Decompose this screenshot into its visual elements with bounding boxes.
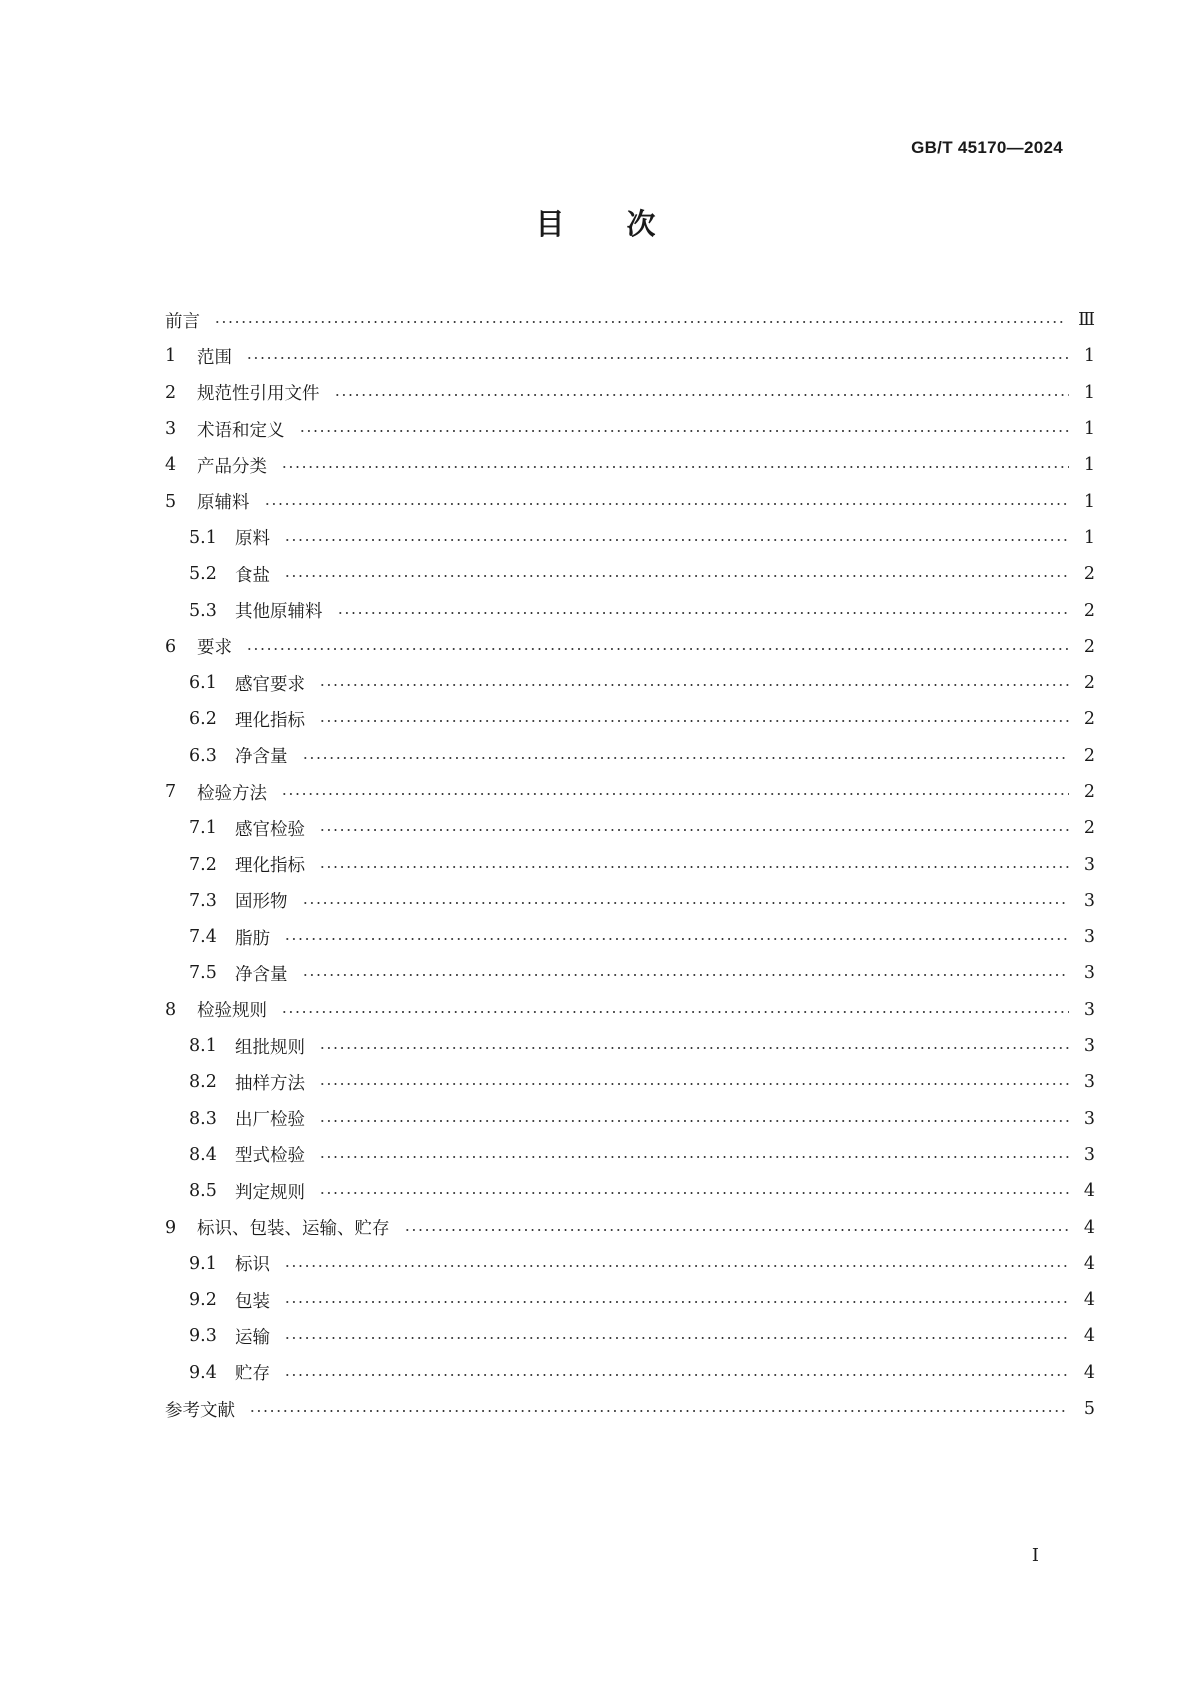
toc-entry[interactable] <box>165 1101 1095 1137</box>
dot-leader <box>319 1192 1069 1194</box>
toc-entry-page: 1 <box>1083 346 1095 367</box>
toc-entry[interactable] <box>165 338 1095 374</box>
toc-entry-label: 标识 <box>235 1255 270 1276</box>
toc-entry-label: 贮存 <box>235 1364 270 1385</box>
toc-entry-label: 检验规则 <box>197 1001 267 1022</box>
toc-entry-number: 7.3 <box>189 890 217 911</box>
toc-entry-label: 感官要求 <box>235 674 305 695</box>
toc-entry[interactable] <box>165 520 1095 556</box>
toc-entry-label: 标识、包装、运输、贮存 <box>197 1219 390 1240</box>
toc-entry[interactable] <box>165 1064 1095 1100</box>
toc-entry-label: 固形物 <box>235 892 288 913</box>
page-title: 目次 <box>535 207 718 241</box>
toc-entry-number: 6.3 <box>189 745 217 766</box>
toc-entry-number: 7.2 <box>189 854 217 875</box>
dot-leader <box>281 466 1069 468</box>
toc-entry-number: 9.3 <box>189 1326 217 1347</box>
toc-entry[interactable] <box>165 483 1095 519</box>
toc-entry[interactable] <box>165 592 1095 628</box>
toc-entry-label: 检验方法 <box>197 783 267 804</box>
toc-entry[interactable] <box>165 302 1095 338</box>
toc-entry-number: 7 <box>165 782 177 802</box>
toc-entry-label: 前言 <box>165 311 200 332</box>
toc-entry[interactable] <box>165 774 1095 810</box>
toc-entry-number: 5.1 <box>189 527 217 548</box>
dot-leader <box>404 1229 1070 1231</box>
toc-entry-number: 6.1 <box>189 673 217 694</box>
toc-entry-label: 包装 <box>235 1291 270 1312</box>
dot-leader <box>284 938 1069 940</box>
toc-entry-page: 4 <box>1083 1326 1095 1347</box>
toc-entry-number: 9 <box>165 1217 177 1238</box>
toc-entry[interactable] <box>165 1318 1095 1354</box>
toc-entry-page: 4 <box>1083 1362 1095 1383</box>
toc-entry-page: 3 <box>1083 1144 1095 1165</box>
toc-entry-number: 6.2 <box>189 709 217 730</box>
toc-entry-page: 3 <box>1083 1036 1095 1057</box>
toc-entry-number: 8 <box>165 999 177 1020</box>
toc-entry-label: 术语和定义 <box>197 420 285 441</box>
dot-leader <box>249 1410 1069 1412</box>
toc-entry-number: 5 <box>165 491 177 512</box>
toc-entry-label: 净含量 <box>235 964 288 985</box>
toc-entry-label: 运输 <box>235 1327 270 1348</box>
toc-entry-label: 出厂检验 <box>235 1110 305 1131</box>
toc-entry[interactable] <box>165 810 1095 846</box>
dot-leader <box>337 612 1070 614</box>
toc-entry-number: 4 <box>165 455 177 476</box>
toc-entry-page: 2 <box>1083 600 1095 621</box>
toc-entry-label: 范围 <box>197 347 232 368</box>
standard-code: GB/T 45170—2024 <box>911 138 1063 157</box>
toc-entry[interactable] <box>165 665 1095 701</box>
dot-leader <box>264 503 1070 505</box>
toc-entry-number: 7.4 <box>189 927 217 948</box>
toc-entry-page: 3 <box>1083 1108 1095 1129</box>
toc-entry-label: 规范性引用文件 <box>197 384 320 405</box>
toc-entry-label: 组批规则 <box>235 1037 305 1058</box>
dot-leader <box>284 1265 1069 1267</box>
toc-entry-label: 感官检验 <box>235 819 305 840</box>
toc-entry-label: 理化指标 <box>235 856 305 877</box>
toc-entry-page: 2 <box>1083 818 1095 839</box>
dot-leader <box>284 1374 1069 1376</box>
toc-entry-page: 4 <box>1083 1217 1095 1238</box>
toc-entry-page: 2 <box>1083 782 1095 802</box>
toc-entry-number: 8.1 <box>189 1036 217 1057</box>
toc-entry[interactable] <box>165 1137 1095 1173</box>
toc-entry-page: 4 <box>1083 1290 1095 1311</box>
toc-entry-label: 型式检验 <box>235 1146 305 1167</box>
dot-leader <box>284 539 1069 541</box>
toc-entry-label: 净含量 <box>235 747 288 768</box>
dot-leader <box>319 1047 1069 1049</box>
dot-leader <box>246 648 1069 650</box>
toc-entry-label: 判定规则 <box>235 1182 305 1203</box>
dot-leader <box>302 974 1070 976</box>
toc-entry[interactable] <box>165 846 1095 882</box>
toc-entry-page: 2 <box>1083 673 1095 694</box>
toc-entry-number: 8.3 <box>189 1108 217 1129</box>
toc-entry-page: 3 <box>1083 999 1095 1020</box>
toc-entry-number: 8.4 <box>189 1144 217 1165</box>
dot-leader <box>334 394 1070 396</box>
toc-entry-page: 2 <box>1083 636 1095 657</box>
toc-entry-page: 1 <box>1083 491 1095 512</box>
toc-entry[interactable] <box>165 1028 1095 1064</box>
toc-entry-number: 5.2 <box>189 564 217 585</box>
toc-entry-page: 1 <box>1083 382 1095 403</box>
toc-entry[interactable] <box>165 629 1095 665</box>
toc-entry[interactable] <box>165 1282 1095 1318</box>
toc-entry[interactable] <box>165 411 1095 447</box>
toc-entry-page: 4 <box>1083 1253 1095 1274</box>
dot-leader <box>281 1011 1069 1013</box>
toc-entry-label: 脂肪 <box>235 928 270 949</box>
toc-entry-label: 食盐 <box>235 565 270 586</box>
toc-entry-page: 1 <box>1083 455 1095 476</box>
dot-leader <box>246 357 1069 359</box>
toc-entry[interactable] <box>165 556 1095 592</box>
toc-entry-number: 9.4 <box>189 1362 217 1383</box>
dot-leader <box>319 1120 1069 1122</box>
dot-leader <box>284 1301 1069 1303</box>
toc-entry[interactable] <box>165 883 1095 919</box>
toc-entry-label: 产品分类 <box>197 456 267 477</box>
dot-leader <box>284 1337 1069 1339</box>
toc-entry-page: 4 <box>1083 1181 1095 1202</box>
toc-entry-page: 2 <box>1083 564 1095 585</box>
dot-leader <box>319 720 1069 722</box>
toc-entry-page: 2 <box>1083 745 1095 766</box>
dot-leader <box>281 793 1069 795</box>
toc-entry-number: 6 <box>165 636 177 657</box>
dot-leader <box>319 829 1069 831</box>
toc-entry[interactable] <box>165 447 1095 483</box>
toc-entry-label: 其他原辅料 <box>235 602 323 623</box>
dot-leader <box>214 321 1064 323</box>
dot-leader <box>319 1156 1069 1158</box>
toc-entry-number: 2 <box>165 382 177 403</box>
dot-leader <box>299 430 1070 432</box>
table-of-contents <box>165 302 1095 1427</box>
toc-entry-label: 参考文献 <box>165 1400 235 1421</box>
toc-entry[interactable] <box>165 1209 1095 1245</box>
toc-entry-number: 8.2 <box>189 1072 217 1093</box>
toc-entry[interactable] <box>165 992 1095 1028</box>
page-number: I <box>1031 1545 1039 1566</box>
toc-entry[interactable] <box>165 701 1095 737</box>
toc-entry[interactable] <box>165 1355 1095 1391</box>
toc-entry-page: 3 <box>1083 927 1095 948</box>
toc-entry-page: 3 <box>1083 963 1095 984</box>
dot-leader <box>319 684 1069 686</box>
toc-entry-label: 要求 <box>197 638 232 659</box>
toc-entry-page: Ⅲ <box>1078 310 1095 331</box>
toc-entry-number: 3 <box>165 419 177 440</box>
toc-entry-number: 7.1 <box>189 818 217 839</box>
toc-entry[interactable] <box>165 1391 1095 1427</box>
toc-entry-page: 1 <box>1083 419 1095 440</box>
dot-leader <box>319 1083 1069 1085</box>
toc-entry-number: 9.2 <box>189 1290 217 1311</box>
toc-entry-page: 3 <box>1083 890 1095 911</box>
toc-entry-label: 理化指标 <box>235 710 305 731</box>
toc-entry-number: 7.5 <box>189 963 217 984</box>
toc-entry-number: 1 <box>165 346 177 367</box>
toc-entry[interactable] <box>165 738 1095 774</box>
toc-entry-page: 5 <box>1083 1399 1095 1420</box>
toc-entry-number: 5.3 <box>189 600 217 621</box>
toc-entry-page: 2 <box>1083 709 1095 730</box>
toc-entry-label: 原料 <box>235 529 270 550</box>
toc-entry[interactable] <box>165 919 1095 955</box>
toc-entry-label: 原辅料 <box>197 493 250 514</box>
toc-entry-page: 3 <box>1083 854 1095 875</box>
toc-entry[interactable] <box>165 955 1095 991</box>
toc-entry[interactable] <box>165 1173 1095 1209</box>
toc-entry-label: 抽样方法 <box>235 1073 305 1094</box>
dot-leader <box>284 575 1069 577</box>
dot-leader <box>302 902 1070 904</box>
dot-leader <box>319 866 1069 868</box>
toc-entry-page: 1 <box>1083 527 1095 548</box>
toc-entry-number: 8.5 <box>189 1181 217 1202</box>
toc-entry-number: 9.1 <box>189 1253 217 1274</box>
dot-leader <box>302 757 1070 759</box>
toc-entry[interactable] <box>165 1246 1095 1282</box>
toc-entry[interactable] <box>165 375 1095 411</box>
toc-entry-page: 3 <box>1083 1072 1095 1093</box>
